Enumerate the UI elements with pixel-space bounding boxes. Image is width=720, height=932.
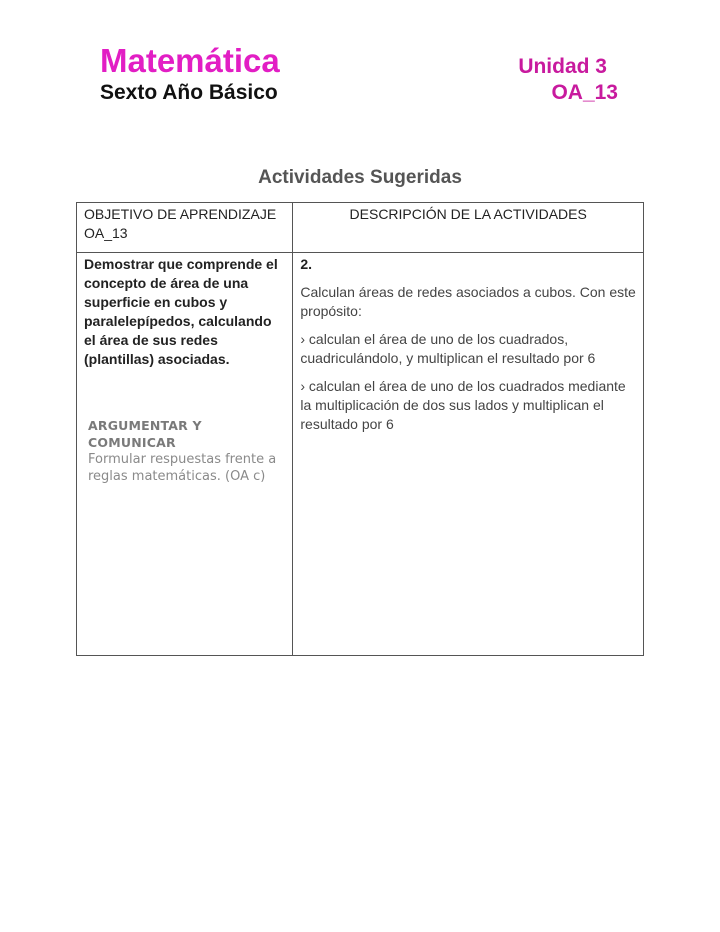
activity-item: › calculan el área de uno de los cuadrados, cuadriculándolo, y multiplican el resultado por 6	[300, 331, 596, 366]
skill-block	[88, 417, 285, 485]
activities-table	[76, 202, 644, 656]
objective-header	[77, 203, 293, 253]
skill-text: Formular respuestas frente a reglas matemáticas. (OA c)	[88, 452, 277, 484]
objective-cell	[77, 253, 293, 656]
grade-subtitle: Sexto Año Básico	[100, 81, 278, 104]
activity-number: 2.	[300, 256, 313, 272]
objective-header-line1: OBJETIVO DE APRENDIZAJE	[84, 206, 277, 222]
table-header-row	[77, 203, 644, 253]
objective-header-line2: OA_13	[84, 225, 128, 241]
objective-text: Demostrar que comprende el concepto de área de una superficie en cubos y paralelepípedos, calculando el área de sus redes (plantillas) asociadas.	[84, 256, 278, 367]
description-header: DESCRIPCIÓN DE LA ACTIVIDADES	[293, 203, 644, 253]
table-row	[77, 253, 644, 656]
activity-intro: Calculan áreas de redes asociados a cubos. Con este propósito:	[300, 284, 636, 319]
description-cell	[293, 253, 644, 656]
activity-item: › calculan el área de uno de los cuadrados mediante la multiplicación de dos sus lados y multiplican el resultado por 6	[300, 378, 626, 432]
unit-label: Unidad 3	[518, 55, 607, 78]
skill-heading: ARGUMENTAR Y COMUNICAR	[88, 418, 202, 450]
oa-label: OA_13	[551, 81, 618, 104]
subject-title: Matemática	[100, 42, 280, 79]
section-title: Actividades Sugeridas	[258, 167, 462, 188]
